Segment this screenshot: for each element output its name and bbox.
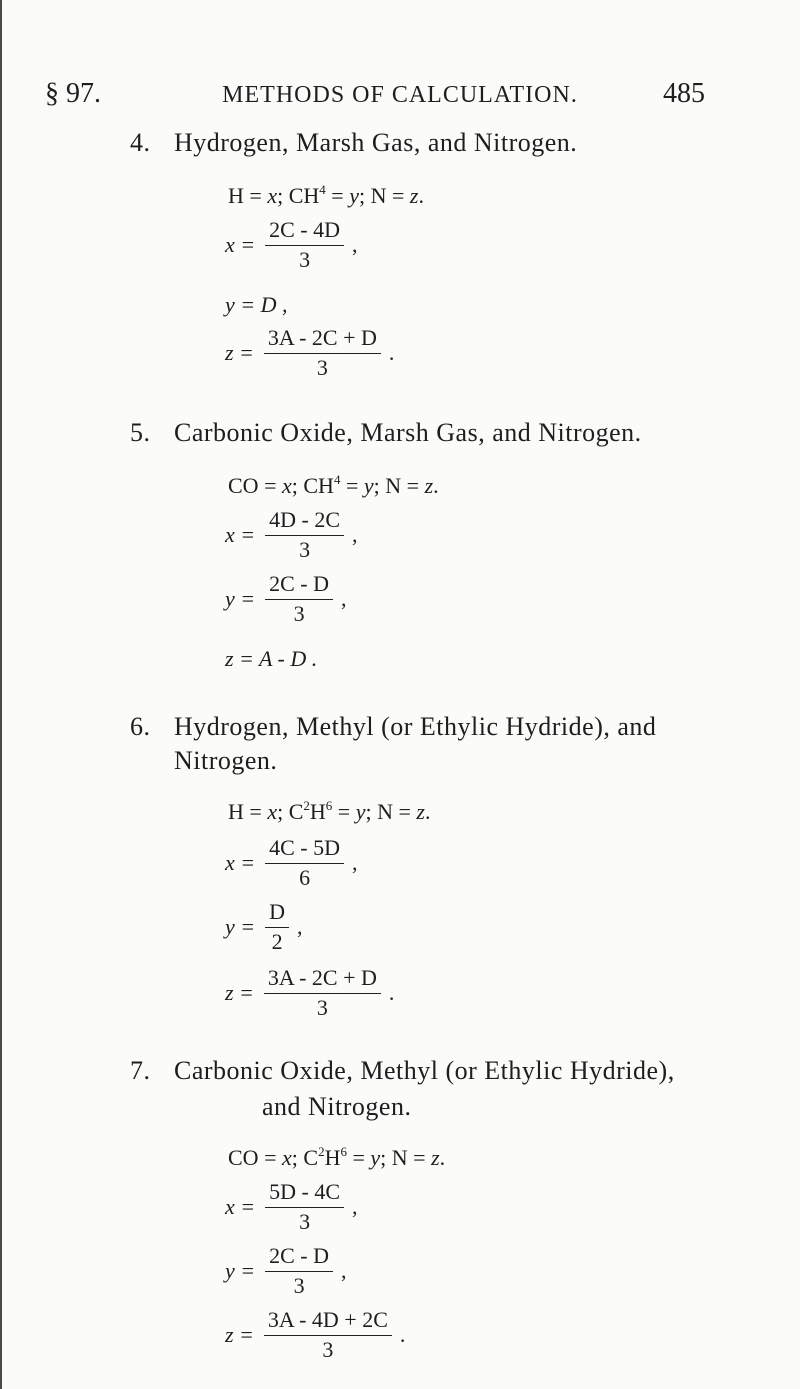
page-edge [0, 0, 2, 1389]
section-5-equation-x: x = $\frac{4D - 2C}{3}$ , [225, 507, 358, 562]
section-5-equation-z: z = A - D . [225, 646, 318, 671]
section-title: Hydrogen, Marsh Gas, and Nitrogen. [174, 128, 578, 157]
section-4-equation-x: x = $\frac{2C - 4D}{3}$ , [225, 217, 358, 272]
fraction: $\frac{3A - 4D + 2C}{3}$ [264, 1308, 392, 1362]
fraction: $\frac{5D - 4C}{3}$ [265, 1180, 344, 1234]
section-7-heading-continued: and Nitrogen. [262, 1092, 412, 1121]
section-title: Carbonic Oxide, Marsh Gas, and Nitrogen. [174, 418, 642, 447]
section-4-equation-y: y = D , [225, 292, 288, 317]
section-title: Carbonic Oxide, Methyl (or Ethylic Hydride), [174, 1056, 675, 1085]
running-title: METHODS OF CALCULATION. [222, 82, 578, 108]
section-number: 5. [130, 418, 151, 447]
running-section-number: § 97. [45, 78, 101, 109]
section-7-definitions: CO = x; $C^2H^6 = y$; N = z. [228, 1144, 446, 1170]
fraction: $\frac{4D - 2C}{3}$ [265, 508, 344, 562]
section-title: Hydrogen, Methyl (or Ethylic Hydride), and [174, 712, 657, 741]
section-6-equation-y: y = $\frac{D}{2}$ , [225, 899, 303, 954]
section-number: 6. [130, 712, 151, 741]
section-5-definitions: CO = x; $CH^4 = y$; N = z. [228, 472, 439, 498]
section-6-heading [130, 712, 656, 742]
fraction: $\frac{D}{2}$ [265, 900, 289, 954]
section-7-equation-x: x = $\frac{5D - 4C}{3}$ , [225, 1179, 358, 1234]
section-6-equation-z: z = $\frac{3A - 2C + D}{3}$ . [225, 965, 395, 1020]
section-number: 7. [130, 1056, 151, 1085]
section-7-equation-y: y = $\frac{2C - D}{3}$ , [225, 1243, 347, 1298]
page-number: 485 [663, 78, 705, 109]
section-7-heading [130, 1056, 675, 1086]
section-6-equation-x: x = $\frac{4C - 5D}{6}$ , [225, 835, 358, 890]
section-number: 4. [130, 128, 151, 157]
fraction: $\frac{3A - 2C + D}{3}$ [264, 966, 381, 1020]
section-4-definitions: H = x; $CH^4 = y$; N = z. [228, 182, 424, 208]
section-6-definitions: H = x; $C^2H^6 = y$; N = z. [228, 798, 431, 824]
fraction: $\frac{4C - 5D}{6}$ [265, 836, 344, 890]
fraction: $\frac{2C - D}{3}$ [265, 572, 333, 626]
section-6-heading-continued: Nitrogen. [174, 746, 278, 775]
section-5-equation-y: y = $\frac{2C - D}{3}$ , [225, 571, 347, 626]
fraction: $\frac{2C - 4D}{3}$ [265, 218, 344, 272]
section-7-equation-z: z = $\frac{3A - 4D + 2C}{3}$ . [225, 1307, 406, 1362]
fraction: $\frac{2C - D}{3}$ [265, 1244, 333, 1298]
fraction: $\frac{3A - 2C + D}{3}$ [264, 326, 381, 380]
section-4-heading [130, 128, 577, 158]
section-4-equation-z: z = $\frac{3A - 2C + D}{3}$ . [225, 325, 395, 380]
section-5-heading [130, 418, 642, 448]
